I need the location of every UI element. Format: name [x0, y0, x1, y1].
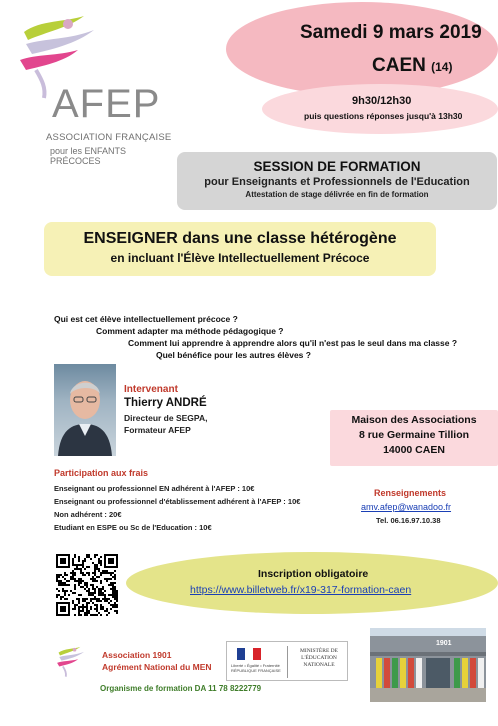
- building-number: 1901: [436, 640, 452, 647]
- speaker-label: Intervenant: [124, 384, 178, 395]
- session-attestation: Attestation de stage délivrée en fin de formation: [245, 190, 429, 199]
- address-line-2: 8 rue Germaine Tillion: [358, 429, 470, 441]
- association-agreement: Agrément National du MEN: [102, 662, 212, 672]
- qr-code[interactable]: [54, 552, 120, 618]
- fee-item: Etudiant en ESPE ou Sc de l'Education : 10€: [54, 523, 212, 532]
- association-status: Association 1901: [102, 650, 172, 660]
- event-date: Samedi 9 mars 2019: [300, 22, 482, 43]
- speaker-role-1: Directeur de SEGPA,: [124, 413, 208, 423]
- brand-line1: ASSOCIATION FRANÇAISE: [46, 132, 172, 143]
- event-questions-time: puis questions réponses jusqu'à 13h30: [304, 111, 463, 121]
- question-4: Quel bénéfice pour les autres élèves ?: [156, 350, 311, 360]
- question-2: Comment adapter ma méthode pédagogique ?: [96, 326, 284, 336]
- fee-item: Enseignant ou professionnel EN adhérent à l'AFEP : 10€: [54, 484, 255, 493]
- speaker-role-2: Formateur AFEP: [124, 425, 191, 435]
- ministry-separator: [287, 646, 288, 678]
- contact-title: Renseignements: [374, 488, 447, 498]
- question-1: Qui est cet élève intellectuellement précoce ?: [54, 314, 238, 324]
- ministry-name: MINISTÈRE DE L'ÉDUCATION NATIONALE: [299, 648, 339, 668]
- speaker-name: Thierry ANDRÉ: [124, 397, 207, 409]
- address-line-1: Maison des Associations: [351, 414, 477, 426]
- afep-logo: [6, 10, 176, 166]
- brand-name: AFEP: [52, 82, 161, 126]
- question-3: Comment lui apprendre à apprendre alors qu'il n'est pas le seul dans ma classe ?: [128, 338, 458, 348]
- city-name: CAEN: [372, 55, 426, 76]
- portrait-icon: [54, 364, 116, 456]
- fee-item: Non adhérent : 20€: [54, 510, 122, 519]
- training-organism: Organisme de formation DA 11 78 8222779: [100, 684, 262, 693]
- fee-item: Enseignant ou professionnel d'établissement adhérent à l'AFEP : 10€: [54, 497, 301, 506]
- republic-motto: Liberté • Égalité • Fraternité RÉPUBLIQUE FRANÇAISE: [231, 663, 281, 673]
- building-photo: [370, 628, 486, 702]
- event-time: 9h30/12h30: [352, 95, 412, 107]
- course-subtitle: en incluant l'Élève Intellectuellement Précoce: [110, 251, 370, 265]
- session-box: [177, 152, 497, 210]
- course-title: ENSEIGNER dans une classe hétérogène: [83, 230, 397, 247]
- city-code: (14): [431, 60, 453, 74]
- session-title: SESSION DE FORMATION: [253, 159, 421, 174]
- registration-title: Inscription obligatoire: [258, 568, 369, 580]
- address-line-3: 14000 CAEN: [383, 444, 445, 456]
- dancing-figure-icon: [52, 642, 92, 680]
- contact-phone: Tel. 06.16.97.10.38: [376, 516, 441, 525]
- time-ellipse: [262, 84, 498, 134]
- event-city: [372, 55, 452, 77]
- registration-link[interactable]: https://www.billetweb.fr/x19-317-formation-caen: [190, 584, 412, 596]
- speaker-photo: [54, 364, 116, 456]
- footer-afep-logo: [52, 642, 92, 680]
- brand-line2: pour les ENFANTS PRÉCOCES: [50, 146, 127, 166]
- course-title-box: [44, 222, 436, 276]
- fees-title: Participation aux frais: [54, 468, 149, 478]
- session-subtitle: pour Enseignants et Professionnels de l'Education: [204, 176, 470, 188]
- qr-code-icon: [54, 552, 120, 618]
- contact-email-link[interactable]: amv.afep@wanadoo.fr: [361, 502, 452, 512]
- building-icon: [370, 628, 486, 702]
- address-box: [330, 410, 498, 466]
- registration-ellipse: [126, 552, 498, 614]
- french-flag-icon: [237, 648, 261, 660]
- date-ellipse: [226, 2, 498, 96]
- ministry-logo: [226, 641, 348, 681]
